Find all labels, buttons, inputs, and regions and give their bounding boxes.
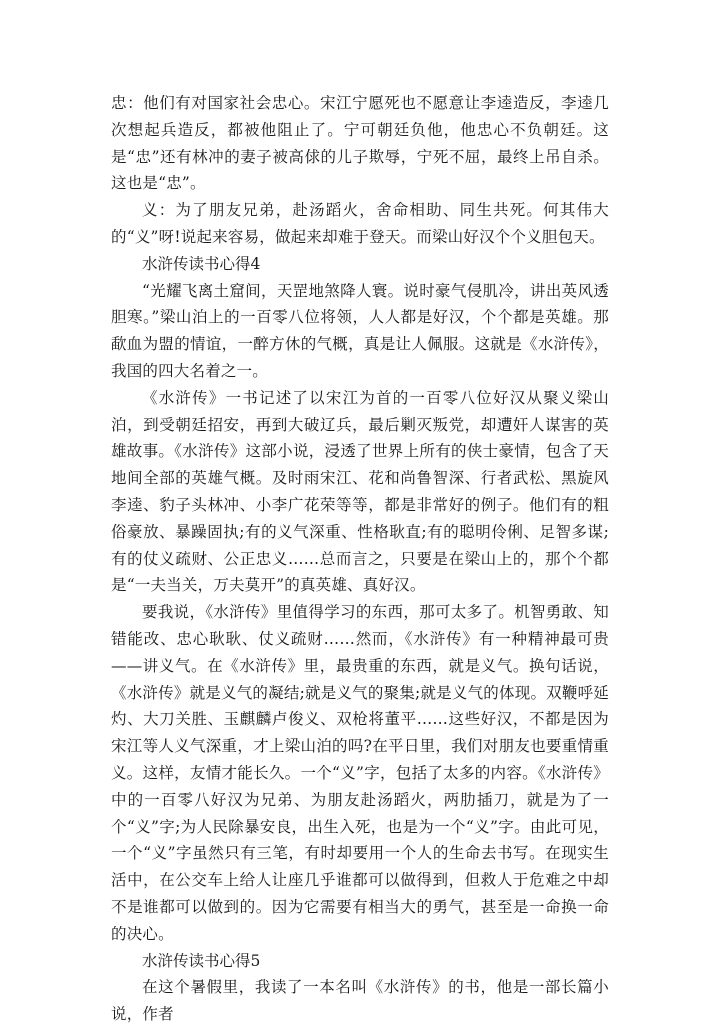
paragraph-summer-reading: 在这个暑假里，我读了一本名叫《水浒传》的书，他是一部长篇小说，作者 — [111, 978, 609, 1024]
paragraph-righteousness: 义：为了朋友兄弟，赴汤蹈火，舍命相助、同生共死。何其伟大的“义”呀!说起来容易，做起来却难于登天。而梁山好汉个个义胆包天。 — [111, 201, 609, 246]
paragraph-book-summary: 《水浒传》一书记述了以宋江为首的一百零八位好汉从聚义梁山泊，到受朝廷招安，再到大破辽兵，最后剿灭叛党，却遭奸人谋害的英雄故事。《水浒传》这部小说，浸透了世界上所有的侠士豪情，包含了天地间全部的英雄气概。及时雨宋江、花和尚鲁智深、行者武松、黑旋风李逵、豹子头林冲、小李广花荣等等，都是非常好的例子。他们有的粗俗豪放、暴躁固执;有的义气深重、性格耿直;有的聪明伶俐、足智多谋;有的仗义疏财、公正忠义……总而言之，只要是在梁山上的，那个个都是“一夫当关，万夫莫开”的真英雄、真好汉。 — [111, 388, 609, 595]
paragraph-poem-intro: “光耀飞离土窟间，天罡地煞降人寰。说时豪气侵肌冷，讲出英风透胆寒。”梁山泊上的一百零八位将领，人人都是好汉，个个都是英雄。那歃血为盟的情谊，一醉方休的气概，真是让人佩服。这就是《水浒传》，我国的四大名着之一。 — [111, 281, 609, 380]
section-heading-5: 水浒传读书心得5 — [142, 951, 261, 970]
paragraph-learning: 要我说，《水浒传》里值得学习的东西，那可太多了。机智勇敢、知错能改、忠心耿耿、仗义疏财……然而，《水浒传》有一种精神最可贵——讲义气。在《水浒传》里，最贵重的东西，就是义气。换句话说，《水浒传》就是义气的凝结;就是义气的聚集;就是义气的体现。双鞭呼延灼、大刀关胜、玉麒麟卢俊义、双枪将董平……这些好汉，不都是因为宋江等人义气深重，才上梁山泊的吗?在平日里，我们对朋友也要重情重义。这样，友情才能长久。一个“义”字，包括了太多的内容。《水浒传》中的一百零八好汉为兄弟、为朋友赴汤蹈火，两肋插刀，就是为了一个“义”字;为人民除暴安良，出生入死，也是为一个“义”字。由此可见，一个“义”字虽然只有三笔，有时却要用一个人的生命去书写。在现实生活中，在公交车上给人让座几乎谁都可以做得到，但救人于危难之中却不是谁都可以做到的。因为它需要有相当大的勇气，甚至是一命换一命的决心。 — [111, 603, 609, 943]
paragraph-loyalty: 忠：他们有对国家社会忠心。宋江宁愿死也不愿意让李逵造反，李逵几次想起兵造反，都被他阻止了。宁可朝廷负他，他忠心不负朝廷。这是“忠”还有林冲的妻子被高俅的儿子欺辱，宁死不屈，最终上吊自杀。这也是“忠”。 — [111, 94, 609, 193]
document-page — [111, 90, 609, 1028]
section-heading-4: 水浒传读书心得4 — [142, 254, 261, 273]
